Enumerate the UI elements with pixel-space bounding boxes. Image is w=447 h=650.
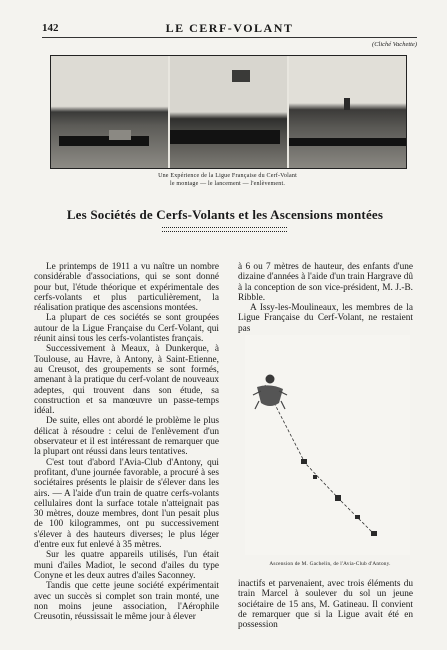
photo-assembly: [51, 56, 170, 168]
kite-ascension-illustration: [245, 335, 410, 555]
paragraph: De suite, elles ont abordé le problème le plus délicat à résoudre : celui de l'enlèvement d'un observateur et il est intéressant de remarquer que la plupart ont réussi dans leurs tentatives.: [34, 416, 219, 458]
paragraph: à 6 ou 7 mètres de hauteur, des enfants d'une dizaine d'années à l'aide d'un train Hargrave dû à la conception de son vice-président, M. J.-B. Ribble.: [238, 262, 413, 303]
paragraph: Le printemps de 1911 a vu naître un nombre considérable d'associations, qui se sont donné pour but, l'étude théorique et expérimentale des cerfs-volants et plus particulièrement, la réalisation pratique des ascensions montées.: [34, 262, 219, 314]
photo-lift: [289, 56, 406, 168]
paragraph: La plupart de ces sociétés se sont groupées autour de la Ligue Française du Cerf-Volant, qui réunit ainsi tous les cerfs-volantistes français.: [34, 313, 219, 345]
ascension-figure: [245, 335, 410, 555]
left-column: [34, 262, 219, 622]
photo-launch: [170, 56, 289, 168]
journal-title: LE CERF-VOLANT: [165, 21, 294, 35]
observer-figure: [253, 375, 287, 410]
paragraph: Tandis que cette jeune société expérimentait avec un succès si complet son train monté, une non moins jeune association, l'Aérophile Creusotin, réussissait le même jour à élever: [34, 581, 219, 623]
paragraph: Successivement à Meaux, à Dunkerque, à Toulouse, au Havre, à Antony, à Saint-Etienne, au Creusot, des groupements se sont formés, amenant à la pratique du cerf-volant de nouveaux adeptes, qui trouvent dans son étude, sa construction et sa manœuvre un passe-temps idéal.: [34, 344, 219, 417]
right-column-bottom: [238, 579, 413, 630]
photo-caption-line1: Une Expérience de la Ligue Française du Cerf-Volant: [158, 173, 297, 179]
photo-strip: [50, 55, 407, 169]
photo-caption-line2: le montage — le lancement — l'enlèvement.: [169, 181, 286, 187]
page-header: [42, 22, 417, 36]
title-ornament: [162, 227, 287, 232]
paragraph: C'est tout d'abord l'Avia-Club d'Antony, qui profitant, d'une journée favorable, a procuré à ses sociétaires présents le plaisir de s'élever dans les airs. — A l'aide d'un train de quatre cerfs-volants cellulaires dont la surface totale n'atteignait pas 30 mètres, douze membres, dont l'un pesait plus de 100 kilogrammes, ont pu successivement s'élever à des hauteurs diverses; le plus léger d'entre eux fut enlevé à 35 mètres.: [34, 457, 219, 551]
article-title: Les Sociétés de Cerfs-Volants et les Ascensions montées: [66, 207, 384, 222]
paragraph: inactifs et parvenaient, avec trois éléments du train Marcel à soulever du sol un jeune sociétaire de 15 ans, M. Gatineau. Il convient de remarquer que si la Ligue avait été en possession: [238, 579, 413, 631]
header-rule: [42, 37, 417, 38]
figure-caption: Ascension de M. Gachelin, de l'Avia-Club d'Antony.: [269, 561, 391, 567]
paragraph: A Issy-les-Moulineaux, les membres de la Ligue Française du Cerf-Volant, ne restaient pas: [238, 303, 413, 334]
page-number: 142: [42, 22, 59, 34]
photo-credit: (Cliché Vachette): [372, 41, 417, 48]
paragraph: Sur les quatre appareils utilisés, l'un était muni d'ailes Madiot, le second d'ailes du type Conyne et les deux autres d'ailes Saconney.: [34, 550, 219, 581]
photo-caption: [50, 172, 405, 188]
right-column-top: [238, 262, 413, 334]
